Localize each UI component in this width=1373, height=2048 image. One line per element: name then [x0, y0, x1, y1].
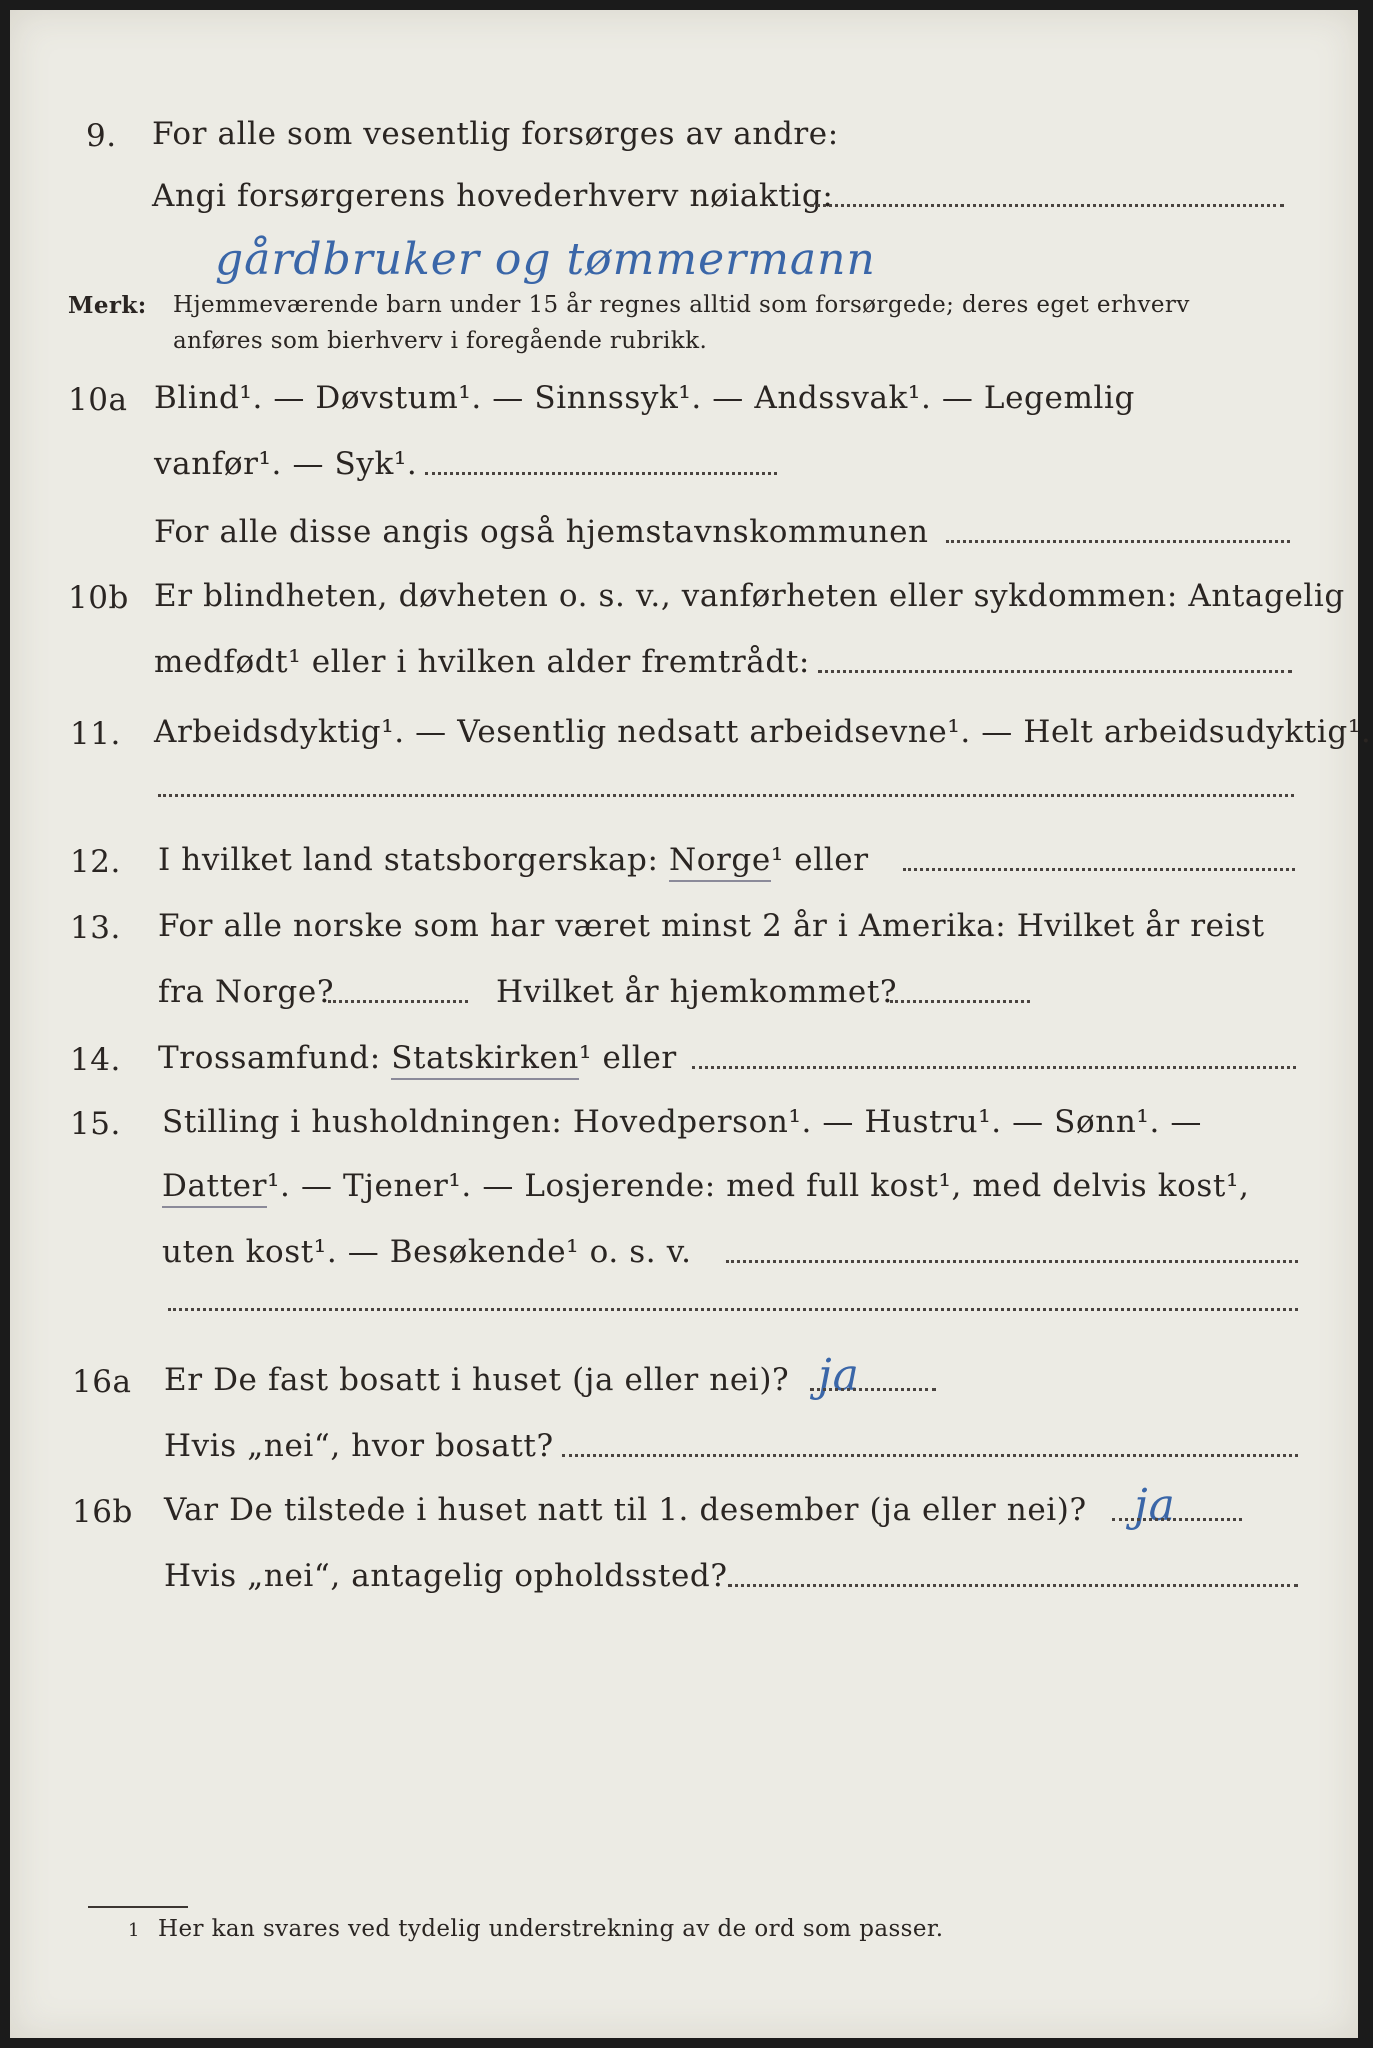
q16a-answer-line[interactable]: [810, 1388, 936, 1391]
q15-line3: uten kost¹. — Besøkende¹ o. s. v.: [162, 1234, 692, 1270]
q12-prefix: I hvilket land statsborgerskap:: [158, 842, 659, 878]
q12-answer-line[interactable]: [903, 868, 1295, 871]
q14-prefix: Trossamfund:: [158, 1040, 381, 1076]
q16b-answer-line[interactable]: [1112, 1518, 1242, 1521]
footnote-text: Her kan svares ved tydelig understrekning av de ord som passer.: [158, 1916, 944, 1942]
q14-underlined-statskirken[interactable]: Statskirken: [391, 1040, 579, 1080]
q13-line2a: fra Norge?: [158, 974, 335, 1010]
footnote-mark: 1: [128, 1920, 140, 1941]
q16a-bosatt-line[interactable]: [562, 1454, 1298, 1457]
q15-line1: Stilling i husholdningen: Hovedperson¹. — Hustru¹. — Sønn¹. —: [162, 1104, 1202, 1140]
q13-hjemkommet-line[interactable]: [890, 1000, 1030, 1003]
q14-number: 14.: [70, 1042, 121, 1078]
q16b-number: 16b: [72, 1494, 133, 1530]
q13-reist-line[interactable]: [328, 1000, 468, 1003]
q12-line: [158, 842, 869, 878]
q12-number: 12.: [70, 844, 121, 880]
q9-handwritten-answer: gårdbruker og tømmermann: [215, 234, 876, 285]
q10a-number: 10a: [68, 382, 128, 418]
q10a-answer-line[interactable]: [425, 472, 777, 475]
q15-line2: [162, 1168, 1249, 1204]
census-form-page: [10, 10, 1372, 2038]
q14-suffix: ¹ eller: [578, 1040, 677, 1076]
q15-line2-rest: ¹. — Tjener¹. — Losjerende: med full kost¹, med delvis kost¹,: [267, 1168, 1250, 1204]
q13-line1: For alle norske som har været minst 2 år i Amerika: Hvilket år reist: [158, 908, 1265, 944]
q15-answer-line[interactable]: [726, 1260, 1298, 1263]
q16a-line1: Er De fast bosatt i huset (ja eller nei)?: [164, 1362, 790, 1398]
q11-number: 11.: [70, 716, 121, 752]
q14-answer-line[interactable]: [692, 1066, 1296, 1069]
q13-number: 13.: [70, 910, 121, 946]
q9-merk-label: Merk:: [68, 292, 147, 319]
q10a-line1: Blind¹. — Døvstum¹. — Sinnssyk¹. — Andssvak¹. — Legemlig: [154, 380, 1135, 416]
q9-answer-line[interactable]: [810, 204, 1284, 207]
q16b-handwritten-answer: ja: [1134, 1480, 1176, 1531]
q15-extra-line[interactable]: [168, 1308, 1298, 1311]
q12-suffix: ¹ eller: [770, 842, 869, 878]
q9-merk-line1: Hjemmeværende barn under 15 år regnes alltid som forsørgede; deres eget erhverv: [173, 292, 1190, 318]
q10a-kommune-line[interactable]: [946, 540, 1290, 543]
q15-number: 15.: [70, 1106, 121, 1142]
q16b-line2: Hvis „nei“, antagelig opholdssted?: [164, 1558, 728, 1594]
q16a-number: 16a: [72, 1364, 132, 1400]
q16a-handwritten-answer: ja: [818, 1350, 860, 1401]
q9-line2: Angi forsørgerens hovederhverv nøiaktig:: [152, 178, 834, 214]
q10b-line1: Er blindheten, døvheten o. s. v., vanførheten eller sykdommen: Antagelig: [154, 578, 1345, 614]
q14-line: [158, 1040, 677, 1076]
q9-number: 9.: [86, 118, 117, 154]
q9-merk-line2: anføres som bierhverv i foregående rubrikk.: [173, 328, 708, 354]
q11-line1: Arbeidsdyktig¹. — Vesentlig nedsatt arbeidsevne¹. — Helt arbeidsudyktig¹.: [154, 714, 1372, 750]
q9-line1: For alle som vesentlig forsørges av andre:: [152, 116, 839, 152]
q16a-line2: Hvis „nei“, hvor bosatt?: [164, 1428, 554, 1464]
q16b-opholdssted-line[interactable]: [728, 1584, 1298, 1587]
q10b-number: 10b: [68, 580, 129, 616]
q10a-line3: For alle disse angis også hjemstavnskommunen: [154, 514, 929, 550]
q15-underlined-datter[interactable]: Datter: [162, 1168, 267, 1208]
q10b-line2: medfødt¹ eller i hvilken alder fremtrådt:: [154, 644, 810, 680]
q12-underlined-norge[interactable]: Norge: [669, 842, 771, 882]
q10a-line2: vanfør¹. — Syk¹.: [154, 446, 418, 482]
footnote-rule: [88, 1906, 188, 1908]
q13-line2b: Hvilket år hjemkommet?: [496, 974, 898, 1010]
q10b-answer-line[interactable]: [818, 670, 1292, 673]
q16b-line1: Var De tilstede i huset natt til 1. desember (ja eller nei)?: [164, 1492, 1087, 1528]
q11-answer-line[interactable]: [158, 794, 1294, 797]
